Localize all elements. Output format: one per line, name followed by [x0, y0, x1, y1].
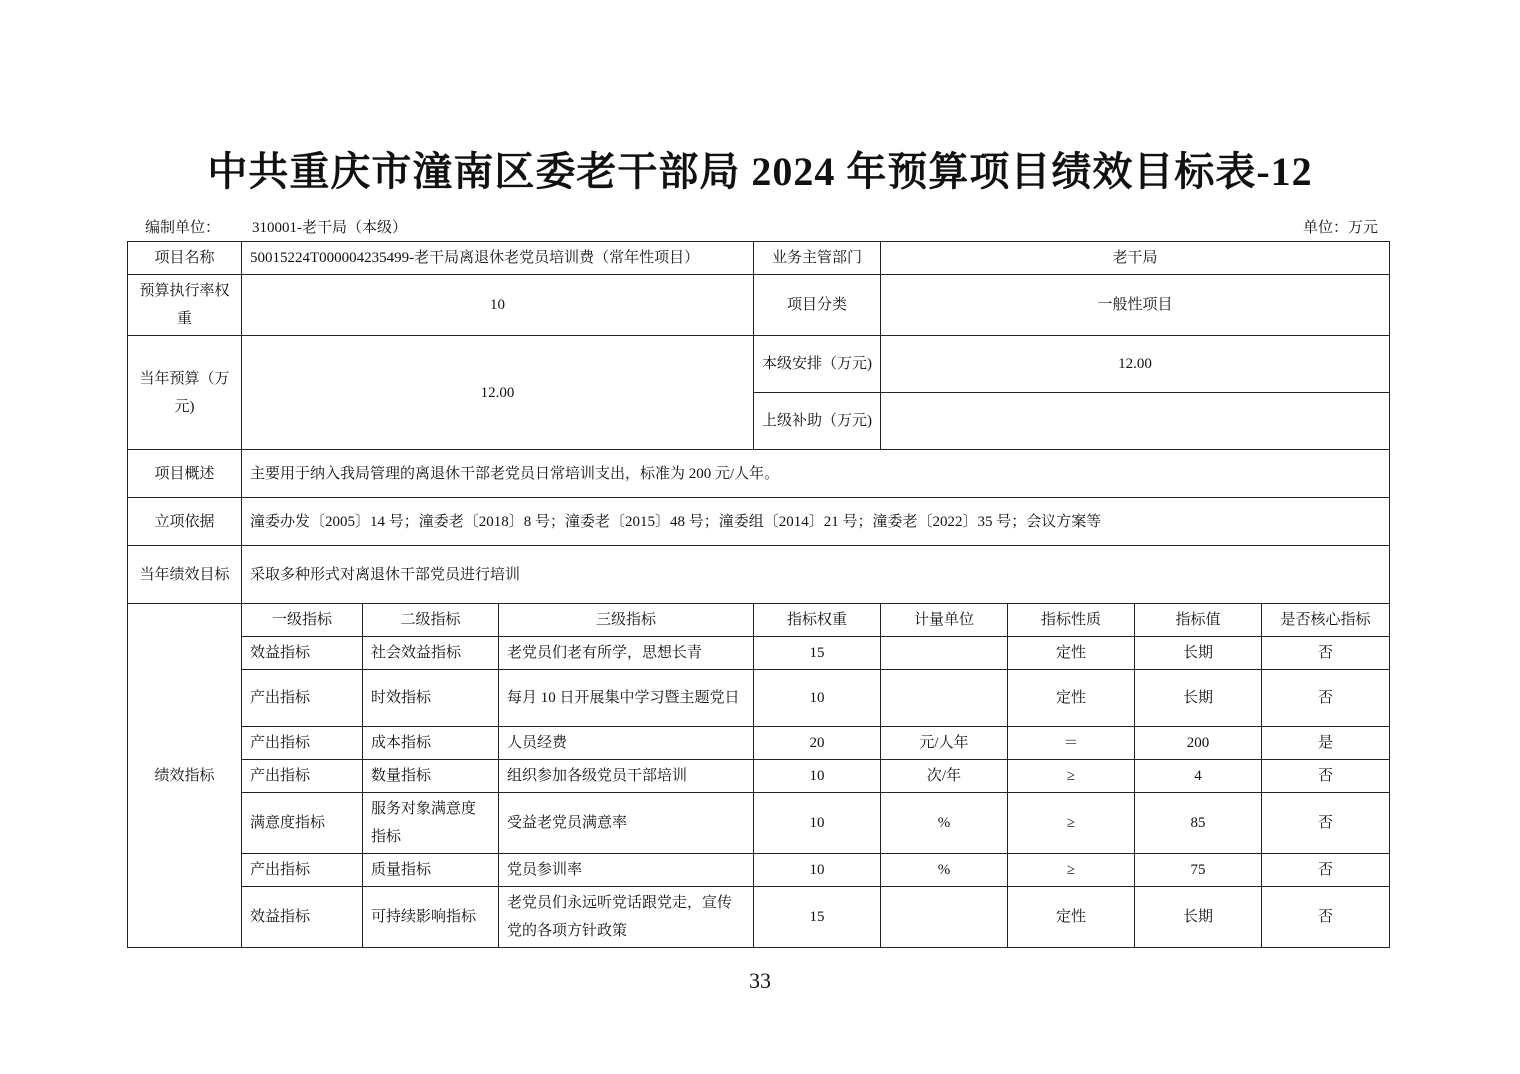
category-label: 项目分类	[754, 275, 881, 336]
rate-label: 预算执行率权重	[128, 275, 242, 336]
upper-label: 上级补助（万元)	[754, 393, 881, 450]
indicator-level1: 产出指标	[242, 727, 363, 760]
indicator-core: 否	[1262, 760, 1390, 793]
indicator-unit: 元/人年	[881, 727, 1008, 760]
indicator-row	[128, 637, 1390, 670]
dept-value: 老干局	[881, 242, 1390, 275]
indicator-row	[128, 854, 1390, 887]
header-weight: 指标权重	[754, 604, 881, 637]
indicator-value: 75	[1135, 854, 1262, 887]
indicator-unit: 次/年	[881, 760, 1008, 793]
page-title: 中共重庆市潼南区委老干部局 2024 年预算项目绩效目标表-12	[207, 149, 1313, 194]
rate-value: 10	[242, 275, 754, 336]
overview-value: 主要用于纳入我局管理的离退休干部老党员日常培训支出，标准为 200 元/人年。	[242, 450, 1390, 498]
indicator-level1: 效益指标	[242, 887, 363, 948]
indicator-value: 长期	[1135, 637, 1262, 670]
indicator-unit	[881, 670, 1008, 727]
indicator-level1: 产出指标	[242, 670, 363, 727]
indicator-row	[128, 793, 1390, 854]
indicator-value: 长期	[1135, 887, 1262, 948]
indicator-core: 否	[1262, 637, 1390, 670]
indicator-unit	[881, 887, 1008, 948]
header-level1: 一级指标	[242, 604, 363, 637]
indicator-level2: 质量指标	[363, 854, 499, 887]
indicator-level2: 数量指标	[363, 760, 499, 793]
indicator-row	[128, 670, 1390, 727]
indicator-nature: 定性	[1008, 670, 1135, 727]
indicator-level3: 组织参加各级党员干部培训	[499, 760, 754, 793]
indicator-unit	[881, 637, 1008, 670]
local-label: 本级安排（万元)	[754, 336, 881, 393]
header-value: 指标值	[1135, 604, 1262, 637]
header-level3: 三级指标	[499, 604, 754, 637]
indicator-level2: 社会效益指标	[363, 637, 499, 670]
indicator-value: 85	[1135, 793, 1262, 854]
row-basis	[128, 498, 1390, 546]
indicator-level3: 每月 10 日开展集中学习暨主题党日	[499, 670, 754, 727]
indicator-level3: 党员参训率	[499, 854, 754, 887]
indicator-weight: 20	[754, 727, 881, 760]
indicator-weight: 15	[754, 637, 881, 670]
header-level2: 二级指标	[363, 604, 499, 637]
compiling-unit	[145, 216, 407, 237]
indicator-level3: 老党员们老有所学，思想长青	[499, 637, 754, 670]
indicator-level3: 人员经费	[499, 727, 754, 760]
indicator-unit: %	[881, 854, 1008, 887]
row-budget	[128, 336, 1390, 393]
indicators-label: 绩效指标	[128, 604, 242, 948]
indicator-row	[128, 887, 1390, 948]
currency-unit: 单位：万元	[1302, 220, 1378, 236]
header-core: 是否核心指标	[1262, 604, 1390, 637]
indicator-core: 否	[1262, 854, 1390, 887]
row-rate	[128, 275, 1390, 336]
row-goal	[128, 546, 1390, 604]
upper-value	[881, 393, 1390, 450]
indicator-weight: 10	[754, 854, 881, 887]
basis-value: 潼委办发〔2005〕14 号；潼委老〔2018〕8 号；潼委老〔2015〕48 号；潼委组〔2014〕21 号；潼委老〔2022〕35 号；会议方案等	[242, 498, 1390, 546]
indicator-weight: 10	[754, 793, 881, 854]
row-overview	[128, 450, 1390, 498]
indicator-weight: 15	[754, 887, 881, 948]
indicator-level2: 可持续影响指标	[363, 887, 499, 948]
compiling-unit-label: 编制单位：	[145, 220, 221, 236]
local-value: 12.00	[881, 336, 1390, 393]
indicator-value: 200	[1135, 727, 1262, 760]
overview-label: 项目概述	[128, 450, 242, 498]
header-nature: 指标性质	[1008, 604, 1135, 637]
indicator-nature: 定性	[1008, 887, 1135, 948]
indicator-level2: 服务对象满意度指标	[363, 793, 499, 854]
page-number: 33	[749, 968, 771, 993]
row-project-name	[128, 242, 1390, 275]
indicator-row	[128, 727, 1390, 760]
budget-value: 12.00	[242, 336, 754, 450]
header-unit: 计量单位	[881, 604, 1008, 637]
indicator-unit: %	[881, 793, 1008, 854]
indicator-level2: 成本指标	[363, 727, 499, 760]
indicator-level1: 产出指标	[242, 854, 363, 887]
goal-value: 采取多种形式对离退休干部党员进行培训	[242, 546, 1390, 604]
category-value: 一般性项目	[881, 275, 1390, 336]
project-name-value: 50015224T000004235499-老干局离退休老党员培训费（常年性项目）	[242, 242, 754, 275]
basis-label: 立项依据	[128, 498, 242, 546]
indicator-weight: 10	[754, 760, 881, 793]
goal-label: 当年绩效目标	[128, 546, 242, 604]
budget-label: 当年预算（万元)	[128, 336, 242, 450]
indicator-level1: 效益指标	[242, 637, 363, 670]
indicator-nature: ≥	[1008, 793, 1135, 854]
indicator-nature: ≥	[1008, 854, 1135, 887]
indicator-header-row	[128, 604, 1390, 637]
indicator-core: 否	[1262, 670, 1390, 727]
indicator-nature: ＝	[1008, 727, 1135, 760]
compiling-unit-value: 310001-老干局（本级）	[252, 220, 407, 236]
indicator-level1: 产出指标	[242, 760, 363, 793]
indicator-level3: 受益老党员满意率	[499, 793, 754, 854]
performance-table	[127, 241, 1390, 948]
indicator-level3: 老党员们永远听党话跟党走，宣传党的各项方针政策	[499, 887, 754, 948]
project-name-label: 项目名称	[128, 242, 242, 275]
indicator-nature: 定性	[1008, 637, 1135, 670]
indicator-nature: ≥	[1008, 760, 1135, 793]
indicator-level2: 时效指标	[363, 670, 499, 727]
indicator-value: 长期	[1135, 670, 1262, 727]
dept-label: 业务主管部门	[754, 242, 881, 275]
indicator-core: 否	[1262, 887, 1390, 948]
indicator-core: 是	[1262, 727, 1390, 760]
indicator-core: 否	[1262, 793, 1390, 854]
indicator-value: 4	[1135, 760, 1262, 793]
indicator-row	[128, 760, 1390, 793]
indicator-weight: 10	[754, 670, 881, 727]
indicator-level1: 满意度指标	[242, 793, 363, 854]
